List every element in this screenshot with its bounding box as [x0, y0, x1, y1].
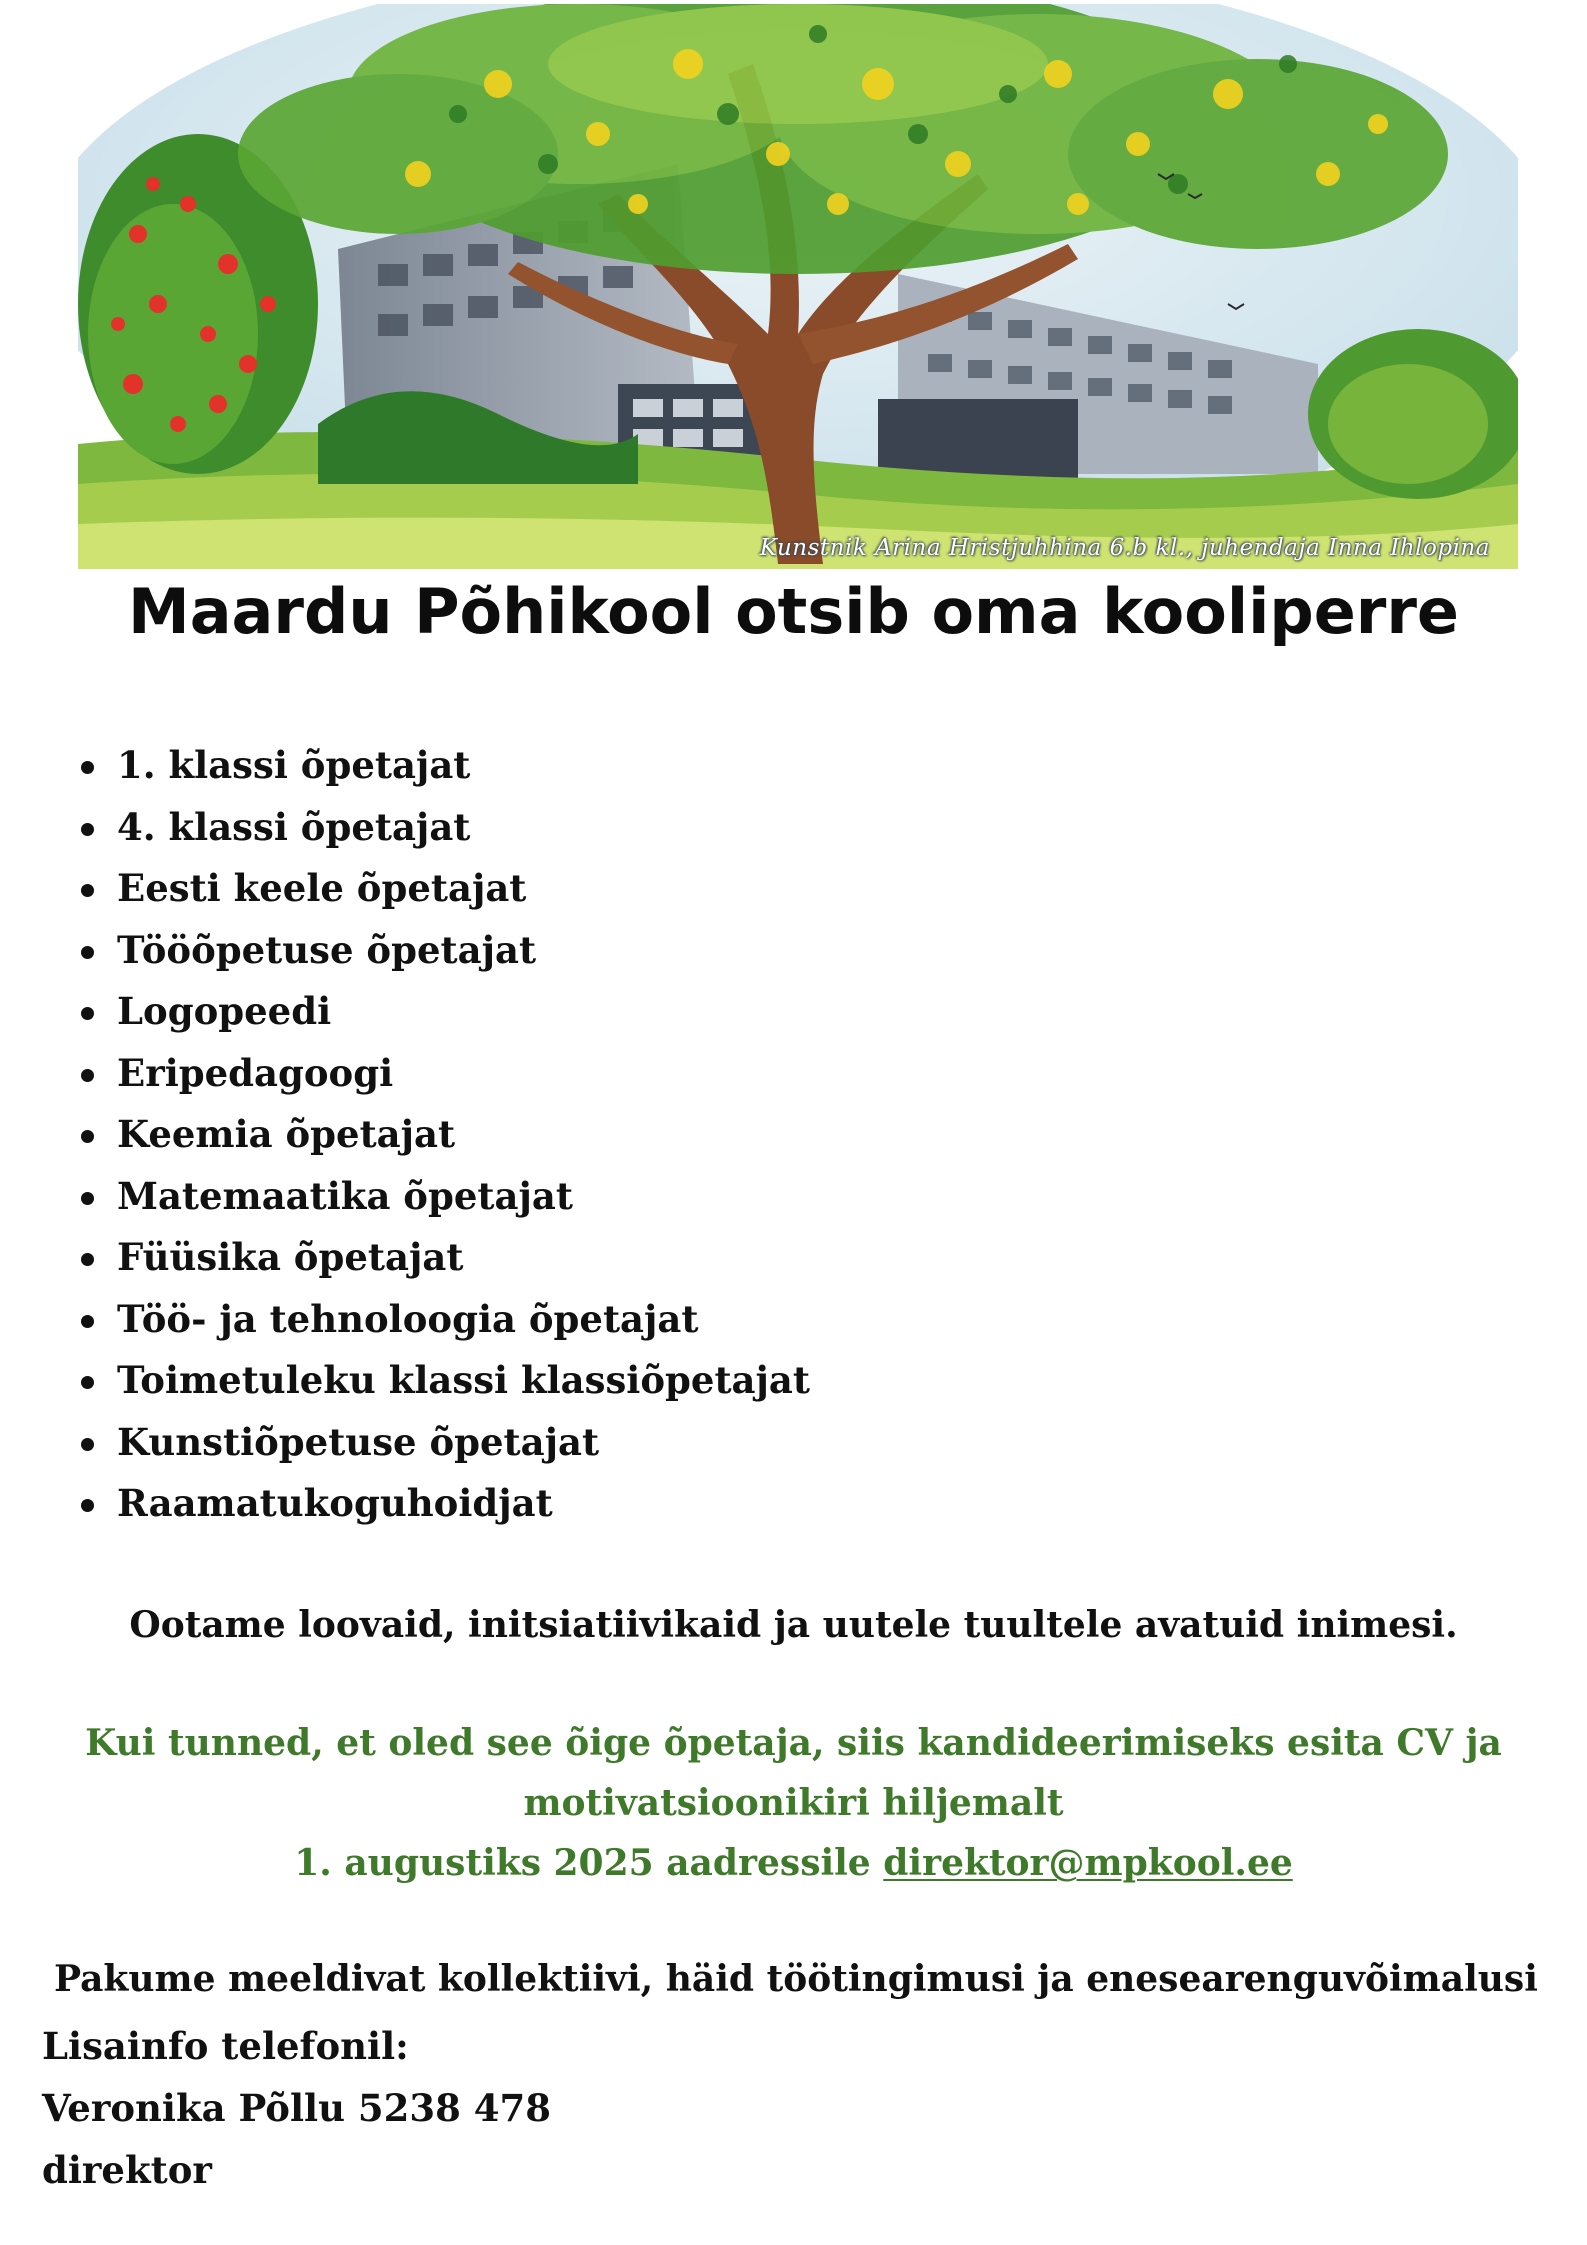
list-item: Töö- ja tehnoloogia õpetajat [117, 1289, 810, 1351]
email-link[interactable]: direktor@mpkool.ee [883, 1842, 1293, 1884]
contact-block [42, 2015, 551, 2201]
list-item: Tööõpetuse õpetajat [117, 920, 810, 982]
list-item: Toimetuleku klassi klassiõpetajat [117, 1350, 810, 1412]
list-item: 4. klassi õpetajat [117, 797, 810, 859]
list-item: Raamatukoguhoidjat [117, 1473, 810, 1535]
school-watercolor-illustration [78, 4, 1518, 569]
list-item: Matemaatika õpetajat [117, 1166, 810, 1228]
contact-name-phone: Veronika Põllu 5238 478 [42, 2086, 551, 2130]
artwork-caption: Kunstnik Arina Hristjuhhina 6.b kl., juhendaja Inna Ihlopina [759, 535, 1490, 561]
list-item: Kunstiõpetuse õpetajat [117, 1412, 810, 1474]
apply-deadline-text: 1. augustiks 2025 aadressile [294, 1842, 884, 1884]
apply-line-3 [60, 1833, 1527, 1893]
apply-line-2: motivatsioonikiri hiljemalt [523, 1782, 1064, 1824]
list-item: Keemia õpetajat [117, 1104, 810, 1166]
list-item: Eripedagoogi [117, 1043, 810, 1105]
contact-role: direktor [42, 2148, 212, 2192]
invite-text: Ootame loovaid, initsiatiivikaid ja uutele tuultele avatuid inimesi. [129, 1604, 1458, 1646]
list-item: 1. klassi õpetajat [117, 735, 810, 797]
header-painting [78, 4, 1518, 569]
page-title: Maardu Põhikool otsib oma kooliperre [128, 575, 1459, 648]
apply-line-1: Kui tunned, et oled see õige õpetaja, siis kandideerimiseks esita CV ja [85, 1722, 1502, 1764]
list-item: Füüsika õpetajat [117, 1227, 810, 1289]
positions-list [117, 735, 810, 1535]
list-item: Logopeedi [117, 981, 810, 1043]
contact-label: Lisainfo telefonil: [42, 2024, 409, 2068]
list-item: Eesti keele õpetajat [117, 858, 810, 920]
offer-text: Pakume meeldivat kollektiivi, häid töötingimusi ja enesearenguvõimalusi [54, 1958, 1538, 2000]
application-instructions [60, 1713, 1527, 1893]
